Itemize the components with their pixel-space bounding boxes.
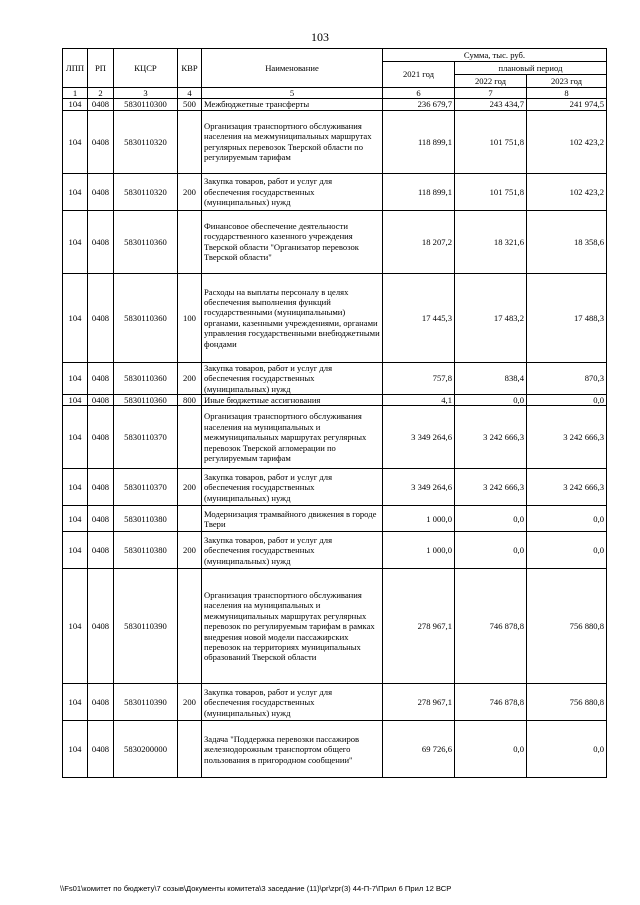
cell-kcsr: 5830110360 xyxy=(114,273,178,362)
cell-name: Организация транспортного обслуживания населения на межмуниципальных маршрутах регулярных перевозок Тверской области по регулируемым тарифам xyxy=(202,110,383,173)
cell-amount-2022: 17 483,2 xyxy=(455,273,527,362)
cell-lpp: 104 xyxy=(63,532,88,569)
cell-name: Организация транспортного обслуживания населения на муниципальных и межмуниципальных маршрутах регулярных перевозок Тверской агломерации по регулируемым тарифам xyxy=(202,406,383,469)
cell-amount-2021: 278 967,1 xyxy=(383,569,455,684)
cell-kcsr: 5830110370 xyxy=(114,469,178,506)
cell-amount-2022: 0,0 xyxy=(455,506,527,532)
cell-amount-2021: 1 000,0 xyxy=(383,506,455,532)
cell-kvr: 500 xyxy=(178,99,202,110)
page-number: 103 xyxy=(311,30,329,44)
table-row xyxy=(63,469,607,506)
header-kvr: КВР xyxy=(178,49,202,88)
cell-amount-2023: 0,0 xyxy=(527,532,607,569)
cell-lpp: 104 xyxy=(63,110,88,173)
header-lpp: ЛПП xyxy=(63,49,88,88)
cell-rp: 0408 xyxy=(88,406,114,469)
cell-rp: 0408 xyxy=(88,99,114,110)
cell-kvr xyxy=(178,406,202,469)
cell-rp: 0408 xyxy=(88,210,114,273)
table-row xyxy=(63,273,607,362)
cell-amount-2021: 17 445,3 xyxy=(383,273,455,362)
cell-amount-2022: 18 321,6 xyxy=(455,210,527,273)
cell-amount-2021: 3 349 264,6 xyxy=(383,406,455,469)
cell-lpp: 104 xyxy=(63,469,88,506)
cell-amount-2023: 756 880,8 xyxy=(527,684,607,721)
cell-rp: 0408 xyxy=(88,469,114,506)
cell-name: Межбюджетные трансферты xyxy=(202,99,383,110)
column-index: 1 xyxy=(63,88,88,99)
cell-rp: 0408 xyxy=(88,395,114,406)
cell-amount-2022: 0,0 xyxy=(455,532,527,569)
cell-lpp: 104 xyxy=(63,395,88,406)
cell-kvr: 800 xyxy=(178,395,202,406)
cell-name: Закупка товаров, работ и услуг для обеспечения государственных (муниципальных) нужд xyxy=(202,532,383,569)
cell-amount-2023: 3 242 666,3 xyxy=(527,469,607,506)
cell-name: Иные бюджетные ассигнования xyxy=(202,395,383,406)
column-index-row xyxy=(63,88,607,99)
cell-amount-2022: 746 878,8 xyxy=(455,684,527,721)
cell-lpp: 104 xyxy=(63,173,88,210)
cell-amount-2021: 278 967,1 xyxy=(383,684,455,721)
header-year-2022: 2022 год xyxy=(455,75,527,88)
header-sum: Сумма, тыс. руб. xyxy=(383,49,607,62)
cell-kcsr: 5830110320 xyxy=(114,110,178,173)
cell-name: Закупка товаров, работ и услуг для обеспечения государственных (муниципальных) нужд xyxy=(202,173,383,210)
cell-kcsr: 5830110390 xyxy=(114,684,178,721)
header-kcsr: КЦСР xyxy=(114,49,178,88)
cell-lpp: 104 xyxy=(63,506,88,532)
cell-amount-2021: 1 000,0 xyxy=(383,532,455,569)
cell-amount-2021: 757,8 xyxy=(383,362,455,394)
column-index: 8 xyxy=(527,88,607,99)
cell-kcsr: 5830110360 xyxy=(114,362,178,394)
cell-name: Закупка товаров, работ и услуг для обеспечения государственных (муниципальных) нужд xyxy=(202,684,383,721)
cell-rp: 0408 xyxy=(88,173,114,210)
cell-name: Финансовое обеспечение деятельности государственного казенного учреждения Тверской области "Организатор перевозок Тверской области" xyxy=(202,210,383,273)
cell-amount-2023: 3 242 666,3 xyxy=(527,406,607,469)
cell-amount-2021: 18 207,2 xyxy=(383,210,455,273)
cell-kcsr: 5830110370 xyxy=(114,406,178,469)
cell-kcsr: 5830110380 xyxy=(114,532,178,569)
cell-kcsr: 5830110320 xyxy=(114,173,178,210)
table-row xyxy=(63,110,607,173)
cell-kvr xyxy=(178,721,202,778)
cell-amount-2021: 3 349 264,6 xyxy=(383,469,455,506)
cell-lpp: 104 xyxy=(63,684,88,721)
cell-amount-2023: 241 974,5 xyxy=(527,99,607,110)
cell-lpp: 104 xyxy=(63,99,88,110)
cell-rp: 0408 xyxy=(88,569,114,684)
table-row xyxy=(63,362,607,394)
table-row xyxy=(63,173,607,210)
table-row xyxy=(63,395,607,406)
table-row xyxy=(63,506,607,532)
cell-kcsr: 5830110360 xyxy=(114,395,178,406)
cell-kvr xyxy=(178,506,202,532)
header-name: Наименование xyxy=(202,49,383,88)
column-index: 6 xyxy=(383,88,455,99)
header-rp: РП xyxy=(88,49,114,88)
cell-kvr: 200 xyxy=(178,173,202,210)
cell-amount-2023: 756 880,8 xyxy=(527,569,607,684)
footer-file-path: \\Fs01\комитет по бюджету\7 созыв\Документы комитета\3 заседание (11)\рг\zpr(3) 44-П-7\Прил 6 Прил 12 ВСР xyxy=(60,884,452,893)
cell-amount-2023: 18 358,6 xyxy=(527,210,607,273)
table-row xyxy=(63,721,607,778)
cell-rp: 0408 xyxy=(88,532,114,569)
header-planning-period: плановый период xyxy=(455,62,607,75)
cell-amount-2021: 118 899,1 xyxy=(383,173,455,210)
cell-name: Расходы на выплаты персоналу в целях обеспечения выполнения функций государственными (муниципальными) органами, казенными учреждениями, органами управления государственными внебюджетными фондами xyxy=(202,273,383,362)
cell-amount-2021: 69 726,6 xyxy=(383,721,455,778)
table-row xyxy=(63,684,607,721)
cell-amount-2022: 3 242 666,3 xyxy=(455,406,527,469)
header-year-2023: 2023 год xyxy=(527,75,607,88)
cell-kvr: 200 xyxy=(178,532,202,569)
table-row xyxy=(63,406,607,469)
table-row xyxy=(63,210,607,273)
cell-amount-2022: 243 434,7 xyxy=(455,99,527,110)
cell-kvr: 200 xyxy=(178,362,202,394)
cell-lpp: 104 xyxy=(63,406,88,469)
cell-rp: 0408 xyxy=(88,362,114,394)
cell-amount-2023: 102 423,2 xyxy=(527,110,607,173)
cell-amount-2022: 3 242 666,3 xyxy=(455,469,527,506)
column-index: 7 xyxy=(455,88,527,99)
cell-amount-2023: 0,0 xyxy=(527,721,607,778)
cell-lpp: 104 xyxy=(63,362,88,394)
cell-amount-2023: 0,0 xyxy=(527,506,607,532)
cell-lpp: 104 xyxy=(63,569,88,684)
cell-amount-2022: 746 878,8 xyxy=(455,569,527,684)
cell-kvr xyxy=(178,569,202,684)
cell-kcsr: 5830110300 xyxy=(114,99,178,110)
cell-kcsr: 5830110380 xyxy=(114,506,178,532)
cell-rp: 0408 xyxy=(88,721,114,778)
cell-kcsr: 5830110360 xyxy=(114,210,178,273)
cell-kvr xyxy=(178,210,202,273)
cell-kvr: 200 xyxy=(178,469,202,506)
cell-amount-2023: 102 423,2 xyxy=(527,173,607,210)
cell-amount-2023: 17 488,3 xyxy=(527,273,607,362)
cell-kcsr: 5830200000 xyxy=(114,721,178,778)
cell-amount-2023: 0,0 xyxy=(527,395,607,406)
column-index: 4 xyxy=(178,88,202,99)
cell-name: Задача "Поддержка перевозки пассажиров железнодорожным транспортом общего пользования в пригородном сообщении" xyxy=(202,721,383,778)
cell-kcsr: 5830110390 xyxy=(114,569,178,684)
cell-name: Закупка товаров, работ и услуг для обеспечения государственных (муниципальных) нужд xyxy=(202,469,383,506)
cell-amount-2022: 0,0 xyxy=(455,721,527,778)
cell-amount-2022: 0,0 xyxy=(455,395,527,406)
cell-lpp: 104 xyxy=(63,210,88,273)
cell-amount-2023: 870,3 xyxy=(527,362,607,394)
cell-amount-2022: 101 751,8 xyxy=(455,173,527,210)
cell-name: Закупка товаров, работ и услуг для обеспечения государственных (муниципальных) нужд xyxy=(202,362,383,394)
cell-amount-2021: 4,1 xyxy=(383,395,455,406)
column-index: 2 xyxy=(88,88,114,99)
table-row xyxy=(63,532,607,569)
budget-table xyxy=(62,48,607,778)
cell-kvr: 200 xyxy=(178,684,202,721)
header-year-2021: 2021 год xyxy=(383,62,455,88)
column-index: 5 xyxy=(202,88,383,99)
cell-amount-2022: 101 751,8 xyxy=(455,110,527,173)
cell-name: Организация транспортного обслуживания населения на муниципальных и межмуниципальных маршрутах регулярных перевозок по регулируемым тарифам в рамках внедрения новой модели пассажирских перевозок на территориях муниципальных образований Тверской области xyxy=(202,569,383,684)
cell-lpp: 104 xyxy=(63,273,88,362)
cell-amount-2022: 838,4 xyxy=(455,362,527,394)
cell-rp: 0408 xyxy=(88,506,114,532)
table-body xyxy=(63,99,607,778)
table-row xyxy=(63,569,607,684)
cell-rp: 0408 xyxy=(88,273,114,362)
cell-rp: 0408 xyxy=(88,684,114,721)
cell-kvr xyxy=(178,110,202,173)
cell-amount-2021: 118 899,1 xyxy=(383,110,455,173)
cell-rp: 0408 xyxy=(88,110,114,173)
cell-amount-2021: 236 679,7 xyxy=(383,99,455,110)
cell-kvr: 100 xyxy=(178,273,202,362)
cell-lpp: 104 xyxy=(63,721,88,778)
cell-name: Модернизация трамвайного движения в городе Твери xyxy=(202,506,383,532)
table-row xyxy=(63,99,607,110)
column-index: 3 xyxy=(114,88,178,99)
